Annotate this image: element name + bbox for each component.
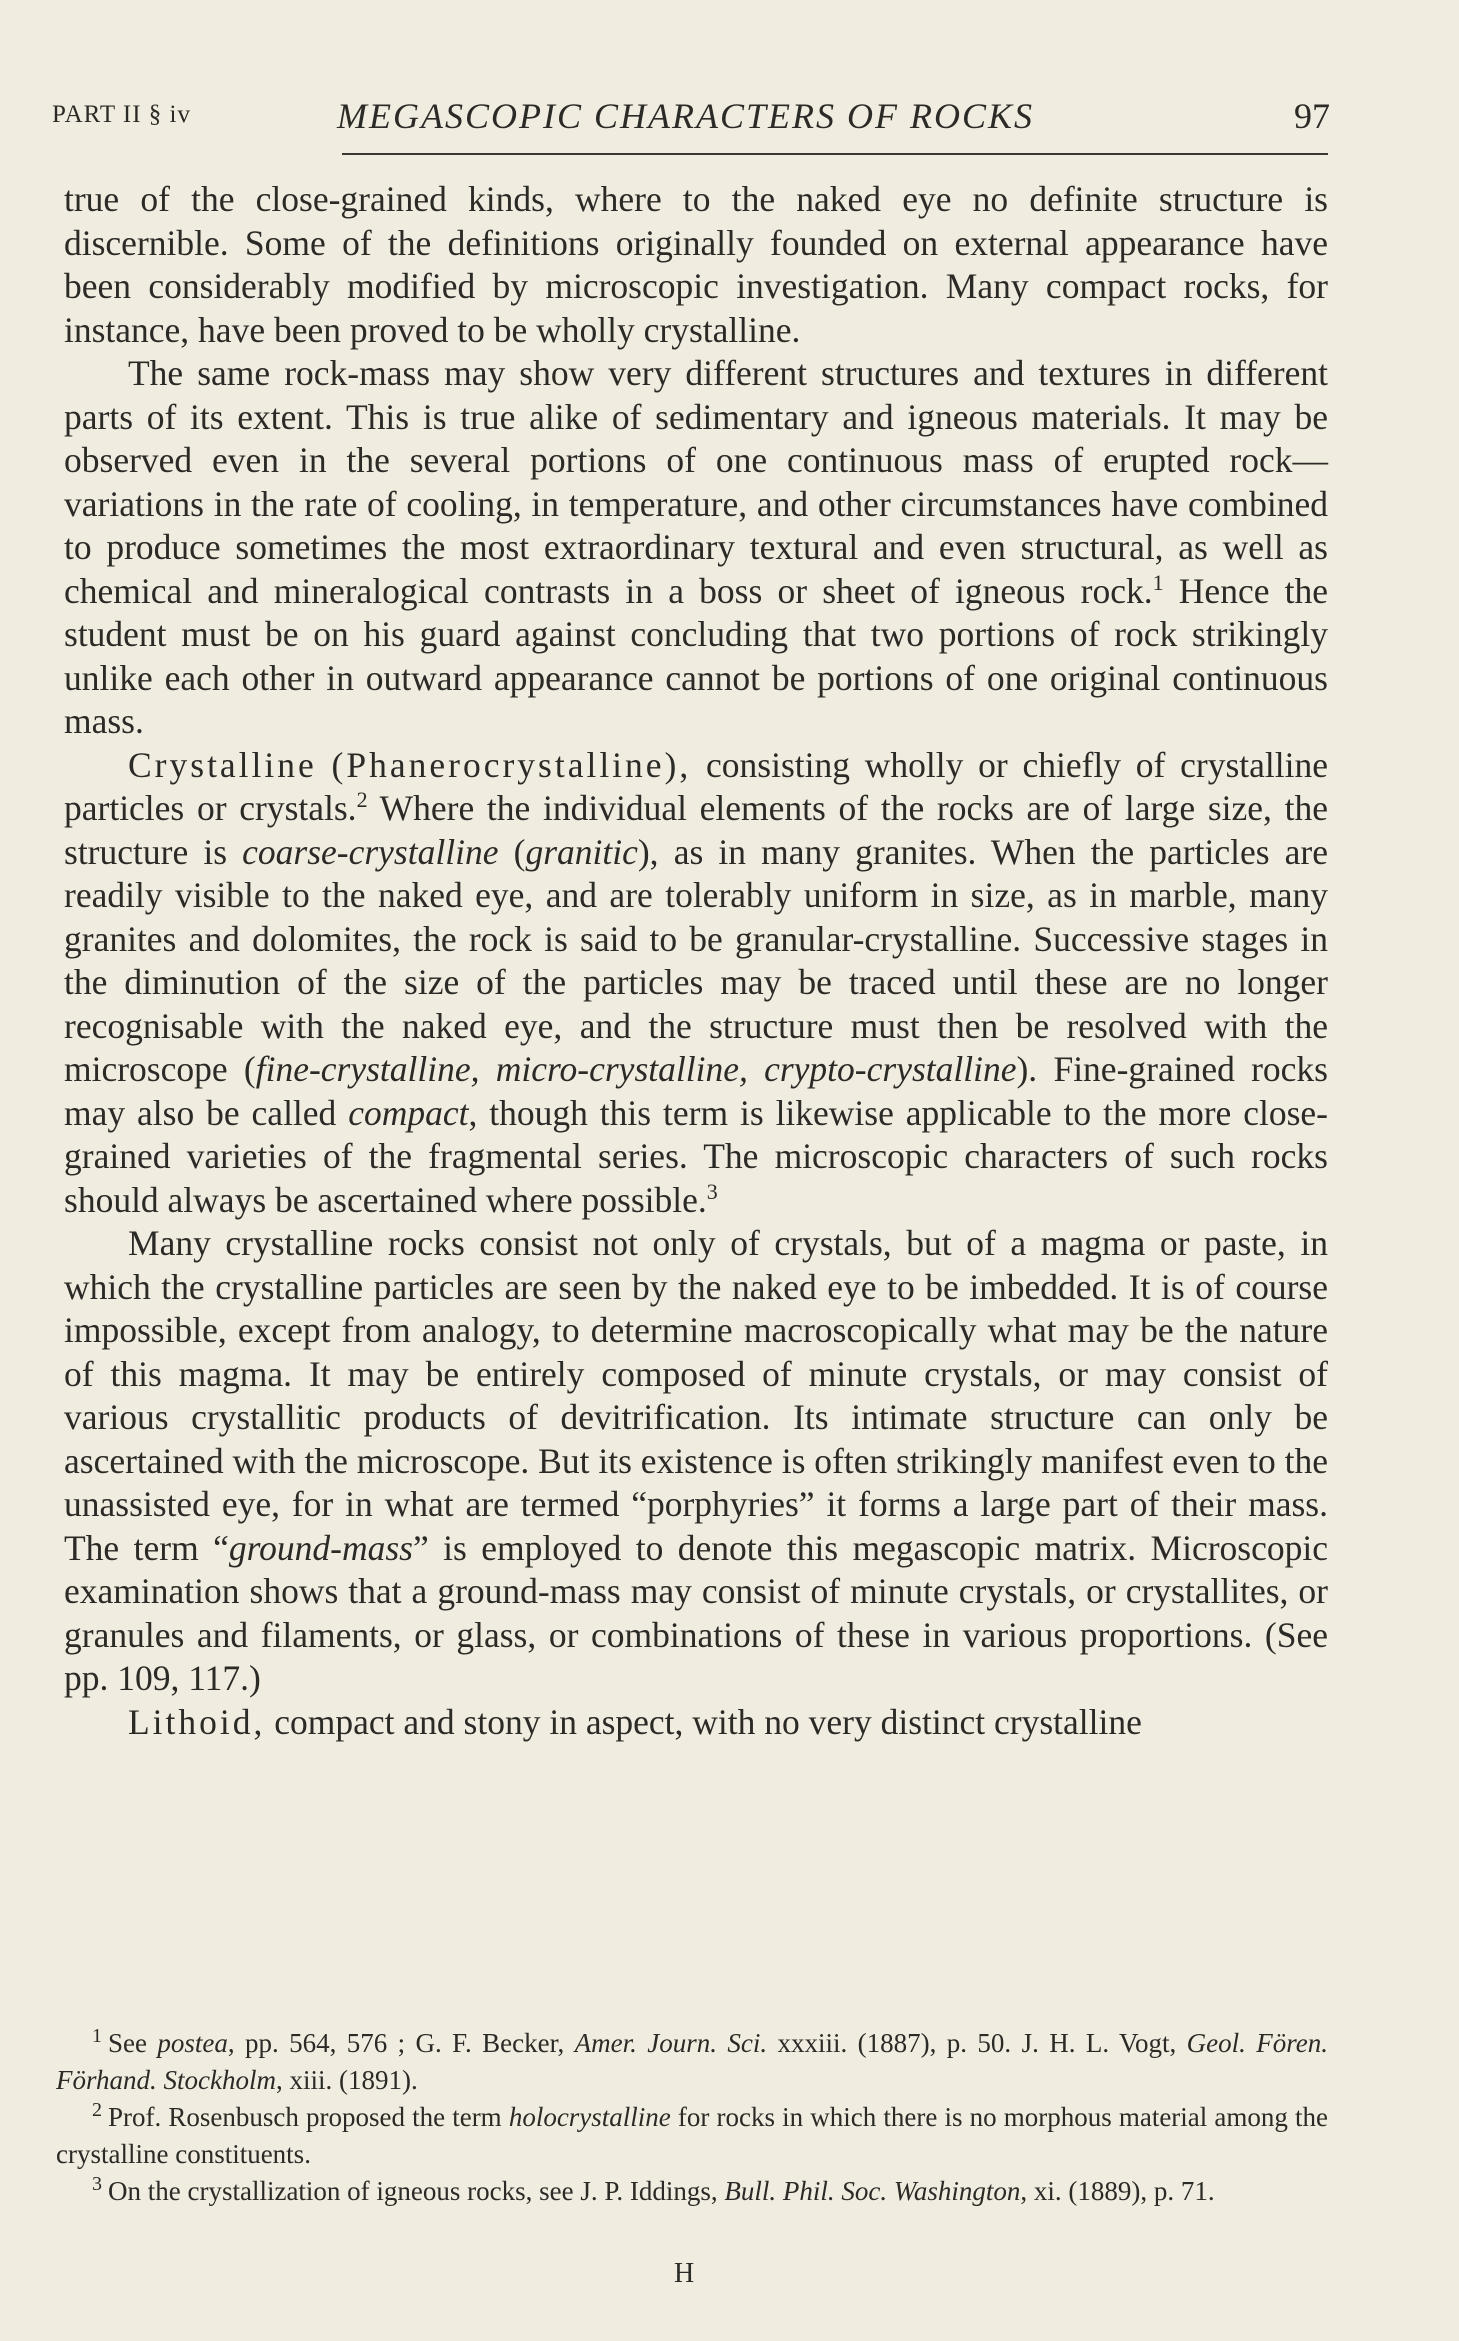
paragraph-1: true of the close-grained kinds, where to the naked eye no definite structure is discernible. Some of the definitions originally founded on external appearance have been considerably modified by microscopic investigation. Many compact rocks, for instance, have been proved to be wholly crystalline. [64, 179, 1328, 350]
header-section: PART II § iv [52, 101, 192, 128]
term-lithoid: Lithoid, [128, 1701, 266, 1742]
paragraph-4: Many crystalline rocks consist not only of crystals, but of a magma or paste, in which the crystalline particles are seen by the naked eye to be imbedded. It is of course impossible, except from analogy, to determine macroscopically what may be the nature of this magma. It may be entirely composed of minute crystals, or may consist of various crystallitic products of devitrification. Its intimate structure can only be ascertained with the microscope. But its existence is often strikingly manifest even to the unassisted eye, for in what are termed “porphyries” it forms a large part of their mass. The term “ground-mass” is employed to denote this megascopic matrix. Microscopic examination shows that a ground-mass may consist of minute crystals, or crystallites, or granules and filaments, or glass, or combinations of these in various proportions. (See pp. 109, 117.) [64, 1223, 1328, 1698]
running-header [52, 95, 1330, 143]
main-text [64, 178, 1328, 1744]
footnote-1: $^1$ See postea, pp. 564, 576 ; G. F. Becker, Amer. Journ. Sci. xxxiii. (1887), p. 50. J. H. L. Vogt, Geol. Fören. Förhand. Stockholm, xiii. (1891). [56, 2025, 1328, 2095]
header-title: MEGASCOPIC CHARACTERS OF ROCKS [337, 96, 1034, 136]
paragraph-5: Lithoid, compact and stony in aspect, with no very distinct crystalline [128, 1701, 1142, 1742]
paragraph-2: The same rock-mass may show very different structures and textures in different parts of its extent. This is true alike of sedimentary and igneous materials. It may be observed even in the several portions of one continuous mass of erupted rock—variations in the rate of cooling, in temperature, and other circumstances have combined to produce sometimes the most extraordinary textural and even structural, as well as chemical and mineralogical contrasts in a boss or sheet of igneous rock.$^1$ Hence the student must be on his guard against concluding that two portions of rock strikingly unlike each other in outward appearance cannot be portions of one original continuous mass. [64, 353, 1329, 741]
page-number: 97 [1294, 96, 1330, 136]
signature-mark: H [674, 2258, 695, 2289]
footnote-ref-3: 3 [706, 1178, 718, 1204]
footnote-2: $^2$ Prof. Rosenbusch proposed the term holocrystalline for rocks in which there is no morphous material among the crystalline constituents. [56, 2099, 1328, 2169]
footnote-ref-1: 1 [1152, 569, 1164, 595]
footnotes [56, 2025, 1328, 2210]
header-rule [342, 153, 1328, 155]
footnote-3: $^3$ On the crystallization of igneous rocks, see J. P. Iddings, Bull. Phil. Soc. Washington, xi. (1889), p. 71. [92, 2173, 1215, 2206]
footnote-ref-2: 2 [356, 787, 368, 813]
paragraph-3: Crystalline (Phanerocrystalline), consisting wholly or chiefly of crystalline particles or crystals.$^2$ Where the individual elements of the rocks are of large size, the structure is coarse-crystalline (granitic), as in many granites. When the particles are readily visible to the naked eye, and are tolerably uniform in size, as in marble, many granites and dolomites, the rock is said to be granular-crystalline. Successive stages in the diminution of the size of the particles may be traced until these are no longer recognisable with the naked eye, and the structure must then be resolved with the microscope (fine-crystalline, micro-crystalline, crypto-crystalline). Fine-grained rocks may also be called compact, though this term is likewise applicable to the more close-grained varieties of the fragmental series. The microscopic characters of such rocks should always be ascertained where possible.$^3$ [64, 744, 1329, 1220]
term-crystalline: Crystalline [128, 744, 317, 785]
